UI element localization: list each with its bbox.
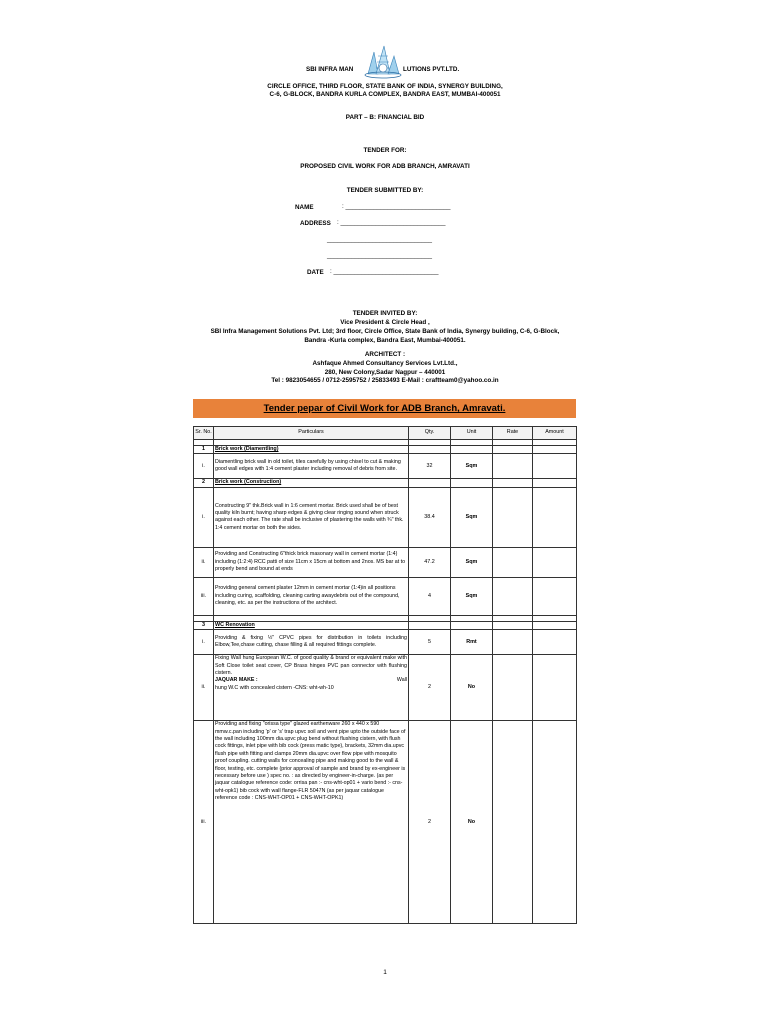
table-row — [194, 721, 577, 924]
item-description — [214, 655, 409, 721]
header-rate: Rate — [493, 427, 533, 440]
date-label: DATE — [307, 269, 324, 276]
section-title: WC Renovation — [214, 621, 409, 629]
item-unit: No — [451, 655, 493, 721]
architect-line-1: Ashfaque Ahmed Consultancy Services Lvt.Ltd., — [312, 360, 458, 367]
invited-line-2: SBI Infra Management Solutions Pvt. Ltd; 3rd floor, Circle Office, State Bank of India, Synergy building, C-6, G-Block, — [210, 328, 560, 335]
item-rate-cell[interactable] — [493, 630, 533, 655]
item-sr: ii. — [194, 655, 214, 721]
invited-heading: TENDER INVITED BY: — [352, 310, 418, 317]
item-unit: Sqm — [451, 577, 493, 615]
item-amount-cell[interactable] — [533, 454, 577, 479]
item-description: Constructing 9" thk.Brick wall in 1:6 cement mortar. Brick used shall be of best quality kiln burnt; having sharp edges & giving clear ringing sound when struck against each other. The rate shall be inclusive of plastering the walls with ¾" thk. 1:4 cement mortar on both the sides. — [214, 487, 409, 547]
header-sr-no: Sr. No. — [194, 427, 214, 440]
table-title: Tender pepar of Civil Work for ADB Branch, Amravati. — [193, 399, 576, 418]
table-header-row — [194, 427, 577, 440]
section-number: 2 — [194, 479, 214, 487]
address-field[interactable]: : ______________________________ — [337, 219, 446, 226]
section-row — [194, 479, 577, 487]
section-row — [194, 621, 577, 629]
item-sr: i. — [194, 487, 214, 547]
item-qty: 2 — [409, 721, 451, 924]
section-title: Brick work (Construction) — [214, 479, 409, 487]
section-row — [194, 446, 577, 454]
address-field-line-2[interactable]: ______________________________ — [327, 236, 433, 243]
item-unit: Sqm — [451, 487, 493, 547]
item-amount-cell[interactable] — [533, 721, 577, 924]
company-name-right: LUTIONS PVT.LTD. — [403, 66, 460, 73]
item-unit: Sqm — [451, 454, 493, 479]
item-sr: i. — [194, 630, 214, 655]
make-value: Wall — [396, 677, 407, 684]
item-qty: 38.4 — [409, 487, 451, 547]
architect-line-3: Tel : 9823054655 / 0712-2595752 / 25833493 E-Mail : craftteam0@yahoo.co.in — [271, 377, 499, 384]
table-row — [194, 655, 577, 721]
architect-heading: ARCHITECT : — [364, 351, 406, 358]
section-number: 3 — [194, 621, 214, 629]
header-amount: Amount — [533, 427, 577, 440]
name-label: NAME — [295, 204, 314, 211]
invited-line-3: Bandra -Kurla complex, Bandra East, Mumbai-400051. — [304, 337, 466, 344]
bill-of-quantities-table — [193, 426, 577, 924]
section-title: Brick work (Diamentling) — [214, 446, 409, 454]
table-row — [194, 630, 577, 655]
address-label: ADDRESS — [300, 220, 331, 227]
make-description: hung W.C with concealed cistern -CNS: wht-wh-10 — [215, 684, 334, 691]
item-sr: ii. — [194, 547, 214, 577]
submitted-by-heading: TENDER SUBMITTED BY: — [346, 187, 424, 194]
item-unit: Rmt — [451, 630, 493, 655]
item-qty: 32 — [409, 454, 451, 479]
header-particulars: Particulars — [214, 427, 409, 440]
page-number: 1 — [383, 969, 387, 976]
address-line-1: CIRCLE OFFICE, THIRD FLOOR, STATE BANK OF INDIA, SYNERGY BUILDING, — [267, 83, 503, 90]
item-amount-cell[interactable] — [533, 655, 577, 721]
item-rate-cell[interactable] — [493, 487, 533, 547]
item-description: Providing general cement plaster 12mm in cement mortar (1:4)in all positions including curing, scaffolding, cleaning carting awaydebris out of the compound, cleaning, etc. as per the instructions of the architect. — [214, 577, 409, 615]
item-rate-cell[interactable] — [493, 721, 533, 924]
item-description: Providing & fixing ½" CPVC pipes for distribution in toilets including Elbow,Tee,chase cutting, chase filling & all required fittings complete. — [214, 630, 409, 655]
item-unit: No — [451, 721, 493, 924]
header-unit: Unit — [451, 427, 493, 440]
company-logo — [362, 44, 404, 80]
item-unit: Sqm — [451, 547, 493, 577]
item-rate-cell[interactable] — [493, 454, 533, 479]
item-sr: i. — [194, 454, 214, 479]
architect-line-2: 280, New Colony,Sadar Nagpur – 440001 — [324, 369, 446, 376]
item-amount-cell[interactable] — [533, 547, 577, 577]
name-field[interactable]: : ______________________________ — [342, 203, 451, 210]
item-description: Providing and Constructing 6"thick brick masonary wall in cement mortar (1:4) including (1:2:4) RCC patti of size 11cm x 15cm at bottom and 2nos. MS bar at to properly bend and bound at ends — [214, 547, 409, 577]
item-qty: 5 — [409, 630, 451, 655]
item-qty: 2 — [409, 655, 451, 721]
work-title: PROPOSED CIVIL WORK FOR ADB BRANCH, AMRAVATI — [300, 163, 470, 170]
tender-for-heading: TENDER FOR: — [363, 147, 407, 154]
item-rate-cell[interactable] — [493, 547, 533, 577]
item-rate-cell[interactable] — [493, 655, 533, 721]
table-row — [194, 454, 577, 479]
item-description: Providing and fixing "orissa type" glazed earthenware 260 x 440 x 590 mmw.c.pan including 'p' or 's' trap upvc soil and vent pipe upto the outside face of the wall including 100mm dia.upvc plug bend without flushing cistern, with flush cock fittings, inlet pipe with bib cock (press matic type), brackets, 32mm dia.upvc flush pipe with fitting and clamps 20mm dia.upvc over flow pipe with mosquito proof coupling. cutting walls for concealing pipe and making good to the wall & floor, testing, etc. complete (prior approval of sample and brand by ex-engineer is necessary before use ) spec no. : as directed by engineer-in-charge. (as per jaquar catalogue reference code: orrisa pan :- cns-wht-op01 + vario bend :- cns-wht-opk1) bib cock with wall flange-FLR 5047N (as per jaquar catalogue reference code : CNS-WHT-OP01 + CNS-WHT-OPK1) — [214, 721, 409, 924]
item-description: Diamentling brick wall in old toilet, tiles carefully by using chisel to cut & making good wall edges with 1:4 cement plaster including removal of debris from site. — [214, 454, 409, 479]
item-sr: iii. — [194, 577, 214, 615]
table-row — [194, 487, 577, 547]
item-amount-cell[interactable] — [533, 487, 577, 547]
table-row — [194, 547, 577, 577]
item-amount-cell[interactable] — [533, 577, 577, 615]
item-rate-cell[interactable] — [493, 577, 533, 615]
company-name-left: SBI INFRA MAN — [306, 66, 354, 73]
item-description-text: Fixing Wall hung European W.C. of good quality & brand or equivalent make with Soft Close toilet seat cover, CP Brass hinges PVC pan connector with flushing cistern. — [215, 655, 407, 677]
header-qty: Qty. — [409, 427, 451, 440]
address-line-2: C-6, G-BLOCK, BANDRA KURLA COMPLEX, BANDRA EAST, MUMBAI-400051 — [269, 91, 501, 98]
date-field[interactable]: : ______________________________ — [330, 268, 439, 275]
address-field-line-3[interactable]: ______________________________ — [327, 252, 433, 259]
part-heading: PART – B: FINANCIAL BID — [345, 114, 425, 121]
item-amount-cell[interactable] — [533, 630, 577, 655]
invited-line-1: Vice President & Circle Head , — [340, 319, 430, 326]
item-qty: 4 — [409, 577, 451, 615]
section-number: 1 — [194, 446, 214, 454]
item-qty: 47.2 — [409, 547, 451, 577]
item-sr: iii. — [194, 721, 214, 924]
table-row — [194, 577, 577, 615]
make-label: JAQUAR MAKE : — [215, 677, 258, 684]
